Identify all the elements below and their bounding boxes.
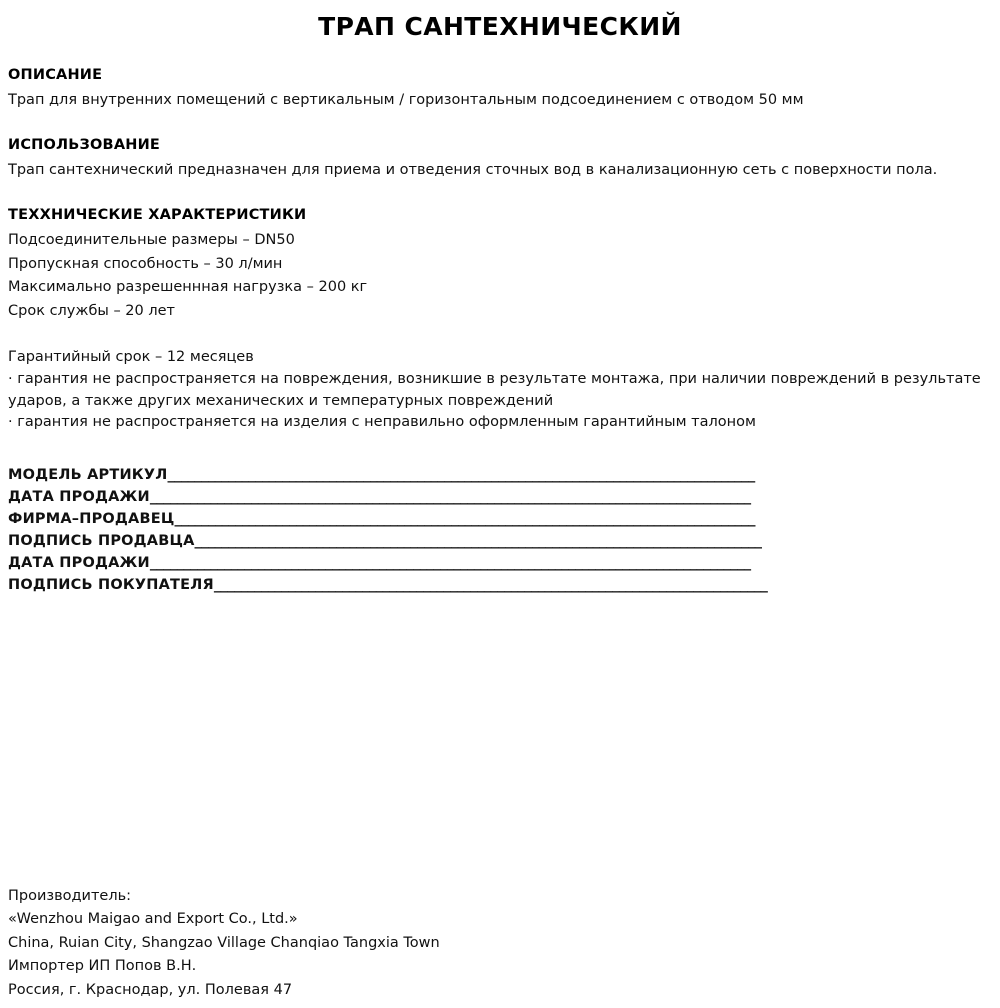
form-row [8,530,992,552]
usage-section [8,137,992,181]
spec-item: Подсоединительные размеры – DN50 [8,232,295,249]
form-row-label: ДАТА ПРОДАЖИ [8,489,150,506]
form-row-rule[interactable]: _________________________________________________________________________________________ [149,489,751,506]
form-row-rule[interactable]: _________________________________________________________________________________________ [149,555,751,572]
usage-heading: ИСПОЛЬЗОВАНИЕ [8,137,161,154]
form-row-rule[interactable]: ____________________________________________________________________________________ [194,533,762,550]
form-row-rule[interactable]: ______________________________________________________________________________________ [174,511,755,528]
form-row-label: ФИРМА–ПРОДАВЕЦ [8,511,175,528]
form-row-rule[interactable]: _______________________________________________________________________________________ [167,467,755,483]
description-text: Трап для внутренних помещений с вертикальным / горизонтальным подсоединением с отводом 50 мм [8,92,804,108]
form-row-label: ПОДПИСЬ ПРОДАВЦА [8,533,195,550]
specs-list [8,229,992,323]
usage-text: Трап сантехнический предназначен для приема и отведения сточных вод в канализационную сеть с поверхности пола. [8,162,938,179]
specs-section [8,207,992,323]
document-page [0,8,1000,1008]
footer-line: Импортер ИП Попов В.Н. [8,958,197,975]
form-row-label: ПОДПИСЬ ПОКУПАТЕЛЯ [8,577,214,594]
footer-line: China, Ruian City, Shangzao Village Chanqiao Tangxia Town [8,934,440,951]
spec-item: Максимально разрешеннная нагрузка – 200 кг [8,279,368,296]
warranty-note: · гарантия не распространяется на повреждения, возникшие в результате монтажа, при наличии повреждений в результате [8,370,981,387]
footer-line: Россия, г. Краснодар, ул. Полевая 47 [8,981,293,998]
warranty-note: ударов, а также других механических и температурных повреждений [8,392,554,409]
form-row [8,508,992,530]
form-row [8,486,992,508]
page-title: ТРАП САНТЕХНИЧЕСКИЙ [318,12,682,41]
warranty-section [8,347,992,434]
form-row-label: МОДЕЛЬ АРТИКУЛ [8,467,168,483]
form-row-label: ДАТА ПРОДАЖИ [8,555,150,572]
warranty-note: · гарантия не распространяется на изделия с неправильно оформленным гарантийным талоном [8,414,756,431]
footer-line: «Wenzhou Maigao and Export Co., Ltd.» [8,911,298,928]
specs-heading: ТЕХХНИЧЕСКИЕ ХАРАКТЕРИСТИКИ [8,207,307,224]
form-row [8,464,992,486]
description-heading: ОПИСАНИЕ [8,67,103,83]
warranty-term: Гарантийный срок – 12 месяцев [8,349,254,365]
description-section [8,67,992,111]
form-row [8,574,992,596]
warranty-form [8,464,992,596]
form-row-rule[interactable]: __________________________________________________________________________________ [213,577,768,594]
manufacturer-block [8,885,968,1002]
spec-item: Срок службы – 20 лет [8,302,176,319]
form-row [8,552,992,574]
spec-item: Пропускная способность – 30 л/мин [8,255,283,272]
footer-line: Производитель: [8,887,132,904]
